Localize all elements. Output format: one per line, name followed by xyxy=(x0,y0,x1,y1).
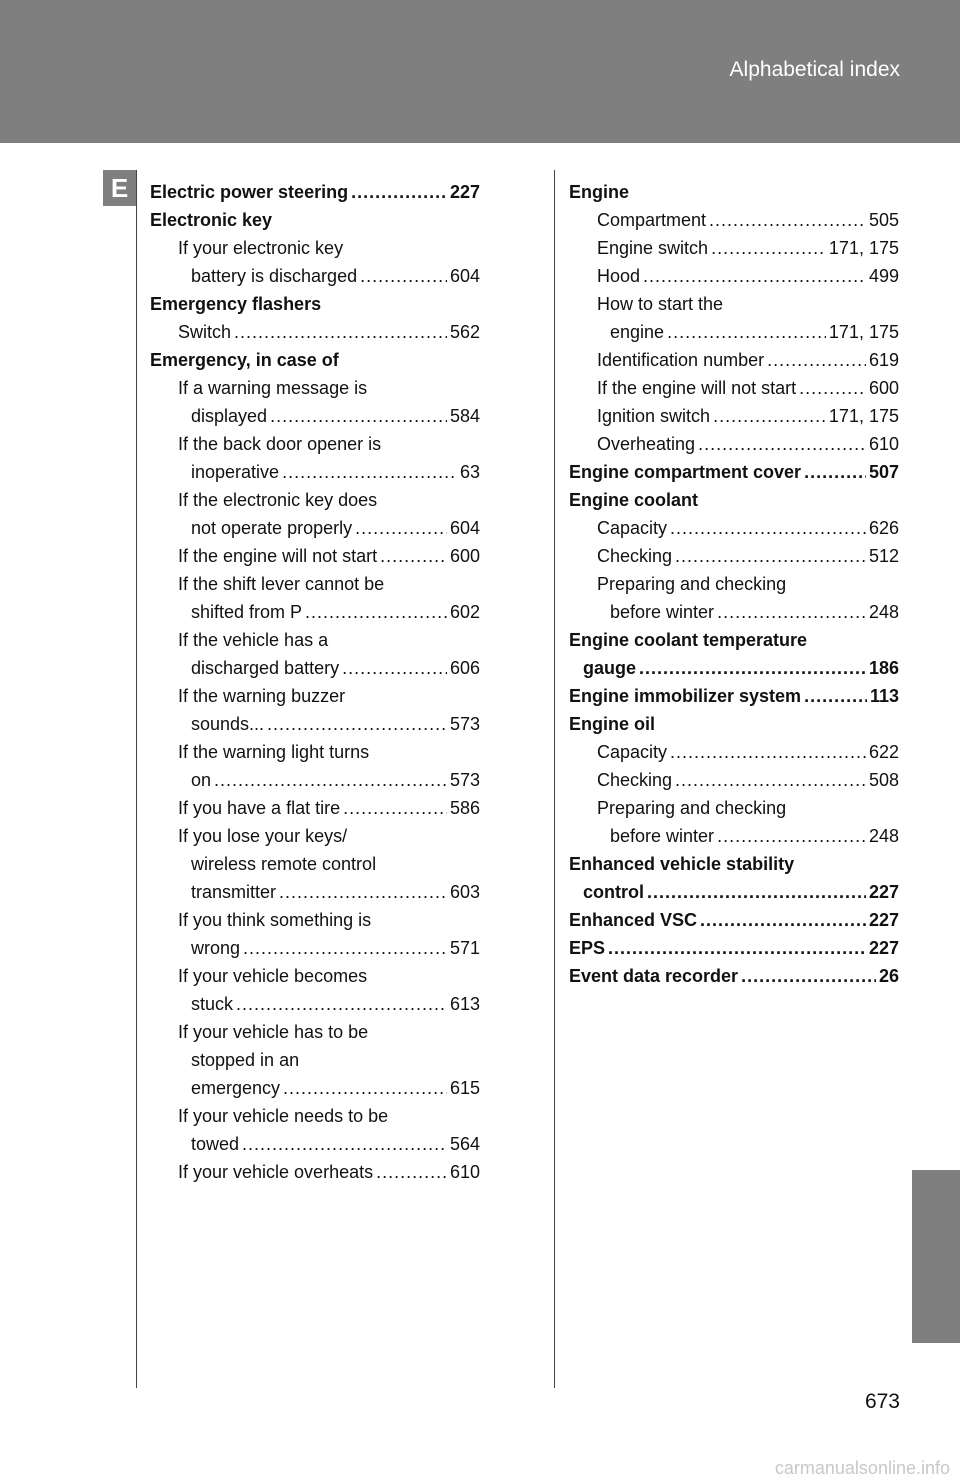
entry-term: control xyxy=(583,882,644,902)
index-heading: Engine xyxy=(569,182,630,202)
entry-term: transmitter xyxy=(191,882,277,902)
entry-term: Compartment xyxy=(597,210,707,230)
dot-leader xyxy=(717,822,866,850)
index-entry xyxy=(569,962,899,990)
entry-page: 227 xyxy=(868,910,899,930)
index-entry xyxy=(569,766,899,794)
dot-leader xyxy=(700,906,866,934)
index-entry xyxy=(150,934,480,962)
entry-term: not operate properly xyxy=(191,518,353,538)
index-entry xyxy=(150,542,480,570)
index-entry xyxy=(569,598,899,626)
entry-term: EPS xyxy=(569,938,606,958)
column-divider xyxy=(554,170,555,1388)
entry-page: 603 xyxy=(449,882,480,902)
index-heading: If the warning light turns xyxy=(178,742,370,762)
entry-term: If you have a flat tire xyxy=(178,798,341,818)
left-divider xyxy=(136,170,137,1388)
page-number: 673 xyxy=(864,1390,900,1413)
entry-page: 248 xyxy=(868,602,899,622)
entry-page: 573 xyxy=(449,770,480,790)
entry-term: gauge xyxy=(583,658,637,678)
index-entry xyxy=(569,682,899,710)
entry-term: before winter xyxy=(610,602,715,622)
index-entry xyxy=(150,878,480,906)
entry-page: 562 xyxy=(449,322,480,342)
entry-page: 248 xyxy=(868,826,899,846)
dot-leader xyxy=(234,318,447,346)
index-entry xyxy=(150,262,480,290)
entry-page: 602 xyxy=(449,602,480,622)
dot-leader xyxy=(667,318,826,346)
index-entry xyxy=(150,458,480,486)
entry-page: 227 xyxy=(868,938,899,958)
index-entry xyxy=(569,402,899,430)
index-entry xyxy=(569,458,899,486)
entry-page: 586 xyxy=(449,798,480,818)
dot-leader xyxy=(355,514,447,542)
entry-page: 227 xyxy=(449,182,480,202)
entry-term: Checking xyxy=(597,770,673,790)
dot-leader xyxy=(360,262,447,290)
dot-leader xyxy=(236,990,447,1018)
entry-page: 507 xyxy=(868,462,899,482)
entry-page: 171, 175 xyxy=(828,322,899,342)
index-entry xyxy=(569,262,899,290)
index-entry xyxy=(569,878,899,906)
entry-page: 606 xyxy=(449,658,480,678)
dot-leader xyxy=(670,514,866,542)
entry-page: 227 xyxy=(868,882,899,902)
entry-term: sounds... xyxy=(191,714,265,734)
entry-term: If your vehicle overheats xyxy=(178,1162,374,1182)
entry-term: towed xyxy=(191,1134,240,1154)
left-column xyxy=(150,178,480,1186)
dot-leader xyxy=(804,682,867,710)
index-entry xyxy=(150,598,480,626)
index-entry xyxy=(569,542,899,570)
entry-term: Capacity xyxy=(597,742,668,762)
dot-leader xyxy=(214,766,447,794)
entry-term: Ignition switch xyxy=(597,406,711,426)
dot-leader xyxy=(283,1074,447,1102)
dot-leader xyxy=(741,962,876,990)
index-heading: If the back door opener is xyxy=(178,434,382,454)
entry-page: 171, 175 xyxy=(828,238,899,258)
index-entry xyxy=(569,206,899,234)
entry-page: 573 xyxy=(449,714,480,734)
entry-page: 604 xyxy=(449,518,480,538)
dot-leader xyxy=(242,1130,447,1158)
dot-leader xyxy=(713,402,826,430)
index-heading: Emergency, in case of xyxy=(150,350,339,370)
entry-page: 499 xyxy=(868,266,899,286)
entry-term: discharged battery xyxy=(191,658,340,678)
side-thumb-tab xyxy=(912,1170,960,1343)
index-entry xyxy=(150,1158,480,1186)
index-heading: If your vehicle becomes xyxy=(178,966,368,986)
entry-term: emergency xyxy=(191,1078,281,1098)
dot-leader xyxy=(376,1158,447,1186)
entry-term: Switch xyxy=(178,322,232,342)
index-heading: If you lose your keys/ xyxy=(178,826,348,846)
entry-term: before winter xyxy=(610,826,715,846)
index-entry xyxy=(569,430,899,458)
entry-page: 508 xyxy=(868,770,899,790)
index-entry xyxy=(150,178,480,206)
dot-leader xyxy=(279,878,447,906)
dot-leader xyxy=(799,374,866,402)
entry-page: 571 xyxy=(449,938,480,958)
entry-term: Enhanced VSC xyxy=(569,910,698,930)
entry-term: Engine immobilizer system xyxy=(569,686,802,706)
dot-leader xyxy=(675,766,866,794)
index-heading: Preparing and checking xyxy=(597,798,787,818)
entry-term: displayed xyxy=(191,406,268,426)
dot-leader xyxy=(711,234,826,262)
index-heading: wireless remote control xyxy=(191,854,377,874)
index-entry xyxy=(569,374,899,402)
entry-page: 626 xyxy=(868,518,899,538)
index-entry xyxy=(569,654,899,682)
dot-leader xyxy=(282,458,457,486)
index-entry xyxy=(150,710,480,738)
index-heading: If your vehicle has to be xyxy=(178,1022,369,1042)
index-heading: If your electronic key xyxy=(178,238,344,258)
section-letter: E xyxy=(103,170,136,206)
index-entry xyxy=(569,906,899,934)
dot-leader xyxy=(608,934,866,962)
entry-page: 63 xyxy=(459,462,480,482)
index-entry xyxy=(150,318,480,346)
index-entry xyxy=(150,794,480,822)
index-heading: Electronic key xyxy=(150,210,273,230)
entry-page: 613 xyxy=(449,994,480,1014)
index-heading: Preparing and checking xyxy=(597,574,787,594)
entry-page: 600 xyxy=(449,546,480,566)
index-heading: Emergency flashers xyxy=(150,294,322,314)
index-entry xyxy=(569,514,899,542)
dot-leader xyxy=(380,542,447,570)
index-entry xyxy=(569,934,899,962)
right-column xyxy=(569,178,899,990)
index-entry xyxy=(150,990,480,1018)
entry-page: 564 xyxy=(449,1134,480,1154)
index-entry xyxy=(569,318,899,346)
entry-page: 584 xyxy=(449,406,480,426)
index-entry xyxy=(569,346,899,374)
watermark: carmanualsonline.info xyxy=(774,1458,950,1478)
index-heading: If a warning message is xyxy=(178,378,368,398)
entry-term: Capacity xyxy=(597,518,668,538)
dot-leader xyxy=(639,654,866,682)
entry-page: 610 xyxy=(449,1162,480,1182)
dot-leader xyxy=(670,738,866,766)
index-heading: If the shift lever cannot be xyxy=(178,574,385,594)
entry-term: Overheating xyxy=(597,434,696,454)
entry-page: 186 xyxy=(868,658,899,678)
dot-leader xyxy=(804,458,866,486)
index-heading: Engine coolant xyxy=(569,490,699,510)
entry-page: 610 xyxy=(868,434,899,454)
index-entry xyxy=(569,738,899,766)
entry-term: engine xyxy=(610,322,665,342)
index-heading: If your vehicle needs to be xyxy=(178,1106,389,1126)
index-heading: Engine oil xyxy=(569,714,656,734)
dot-leader xyxy=(717,598,866,626)
dot-leader xyxy=(342,654,447,682)
entry-term: Hood xyxy=(597,266,641,286)
index-entry xyxy=(150,1130,480,1158)
entry-term: stuck xyxy=(191,994,234,1014)
index-entry xyxy=(150,654,480,682)
index-heading: If you think something is xyxy=(178,910,372,930)
dot-leader xyxy=(351,178,447,206)
index-heading: How to start the xyxy=(597,294,724,314)
entry-page: 619 xyxy=(868,350,899,370)
header-title: Alphabetical index xyxy=(729,58,900,81)
entry-term: shifted from P xyxy=(191,602,303,622)
entry-page: 505 xyxy=(868,210,899,230)
dot-leader xyxy=(698,430,866,458)
index-entry xyxy=(569,234,899,262)
entry-page: 171, 175 xyxy=(828,406,899,426)
entry-term: wrong xyxy=(191,938,241,958)
entry-term: If the engine will not start xyxy=(178,546,378,566)
entry-page: 113 xyxy=(869,686,899,706)
index-entry xyxy=(569,822,899,850)
index-heading: Engine coolant temperature xyxy=(569,630,808,650)
entry-page: 600 xyxy=(868,378,899,398)
dot-leader xyxy=(305,598,447,626)
dot-leader xyxy=(267,710,447,738)
entry-term: Event data recorder xyxy=(569,966,739,986)
entry-term: Checking xyxy=(597,546,673,566)
entry-term: Engine compartment cover xyxy=(569,462,802,482)
index-heading: stopped in an xyxy=(191,1050,300,1070)
entry-term: Identification number xyxy=(597,350,765,370)
dot-leader xyxy=(343,794,447,822)
dot-leader xyxy=(243,934,447,962)
index-entry xyxy=(150,1074,480,1102)
entry-term: on xyxy=(191,770,212,790)
entry-page: 26 xyxy=(878,966,899,986)
entry-term: Electric power steering xyxy=(150,182,349,202)
dot-leader xyxy=(767,346,866,374)
dot-leader xyxy=(709,206,866,234)
entry-term: battery is discharged xyxy=(191,266,358,286)
entry-page: 512 xyxy=(868,546,899,566)
index-heading: If the warning buzzer xyxy=(178,686,346,706)
index-heading: Enhanced vehicle stability xyxy=(569,854,795,874)
index-heading: If the vehicle has a xyxy=(178,630,329,650)
dot-leader xyxy=(647,878,866,906)
entry-term: Engine switch xyxy=(597,238,709,258)
entry-page: 604 xyxy=(449,266,480,286)
entry-page: 615 xyxy=(449,1078,480,1098)
entry-term: If the engine will not start xyxy=(597,378,797,398)
entry-term: inoperative xyxy=(191,462,280,482)
index-entry xyxy=(150,766,480,794)
dot-leader xyxy=(270,402,447,430)
dot-leader xyxy=(643,262,866,290)
page-header xyxy=(0,0,960,143)
index-heading: If the electronic key does xyxy=(178,490,378,510)
index-entry xyxy=(150,514,480,542)
index-entry xyxy=(150,402,480,430)
entry-page: 622 xyxy=(868,742,899,762)
dot-leader xyxy=(675,542,866,570)
